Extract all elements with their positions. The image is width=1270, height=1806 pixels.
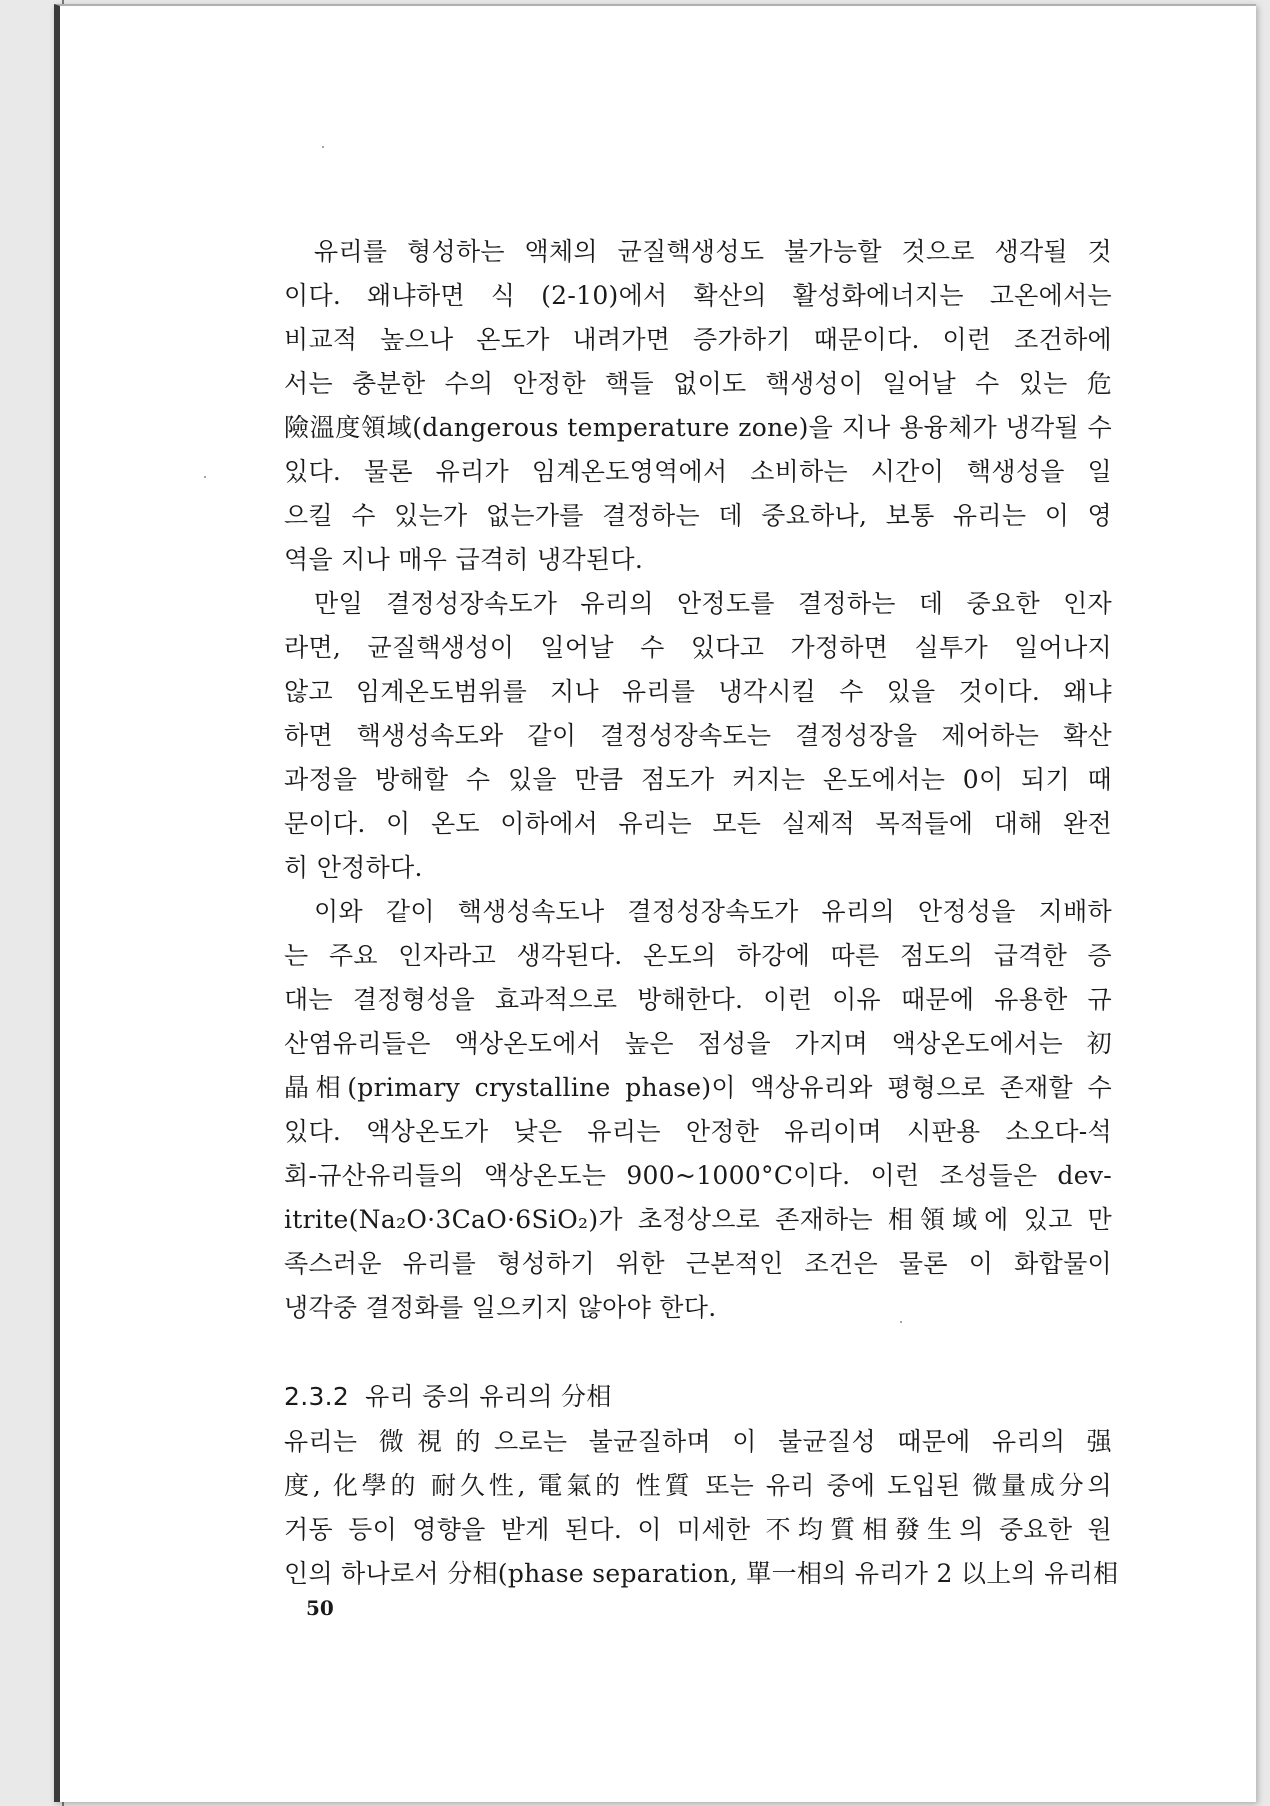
paragraph-4 xyxy=(284,1420,1119,1596)
text-line: 인의 하나로서 分相(phase separation, 單一相의 유리가 2 以上의 유리相 xyxy=(284,1559,1119,1588)
text-line: 유리를 형성하는 액체의 균질핵생성도 불가능할 것으로 생각될 것 xyxy=(314,237,1112,266)
text-line: 는 주요 인자라고 생각된다. 온도의 하강에 따른 점도의 급격한 증 xyxy=(284,941,1112,970)
section-heading xyxy=(284,1374,1112,1420)
text-line: 역을 지나 매우 급격히 냉각된다. xyxy=(284,545,644,574)
paragraph-2 xyxy=(284,582,1112,890)
text-line: 산염유리들은 액상온도에서 높은 점성을 가지며 액상온도에서는 初 xyxy=(284,1029,1112,1058)
text-line: 險溫度領域(dangerous temperature zone)을 지나 용융체가 냉각될 수 xyxy=(284,413,1112,442)
section-number: 2.3.2 xyxy=(284,1382,350,1411)
text-line: 문이다. 이 온도 이하에서 유리는 모든 실제적 목적들에 대해 완전 xyxy=(284,809,1112,838)
text-line: 있다. 물론 유리가 임계온도영역에서 소비하는 시간이 핵생성을 일 xyxy=(284,457,1112,486)
text-line: 이와 같이 핵생성속도나 결정성장속도가 유리의 안정성을 지배하 xyxy=(314,897,1112,926)
body-text xyxy=(284,230,1119,1596)
text-line: 대는 결정형성을 효과적으로 방해한다. 이런 이유 때문에 유용한 규 xyxy=(284,985,1112,1014)
scan-speck xyxy=(204,476,206,478)
text-line: 으킬 수 있는가 없는가를 결정하는 데 중요하나, 보통 유리는 이 영 xyxy=(284,501,1112,530)
text-line: 않고 임계온도범위를 지나 유리를 냉각시킬 수 있을 것이다. 왜냐 xyxy=(284,677,1112,706)
text-line: 라면, 균질핵생성이 일어날 수 있다고 가정하면 실투가 일어나지 xyxy=(284,633,1112,662)
paragraph-1 xyxy=(284,230,1112,582)
text-line: itrite(Na₂O·3CaO·6SiO₂)가 초정상으로 존재하는 相領域에 있고 만 xyxy=(284,1205,1112,1234)
text-line: 회-규산유리들의 액상온도는 900~1000°C이다. 이런 조성들은 dev- xyxy=(284,1161,1112,1190)
paragraph-3 xyxy=(284,890,1112,1330)
text-line: 만일 결정성장속도가 유리의 안정도를 결정하는 데 중요한 인자 xyxy=(314,589,1112,618)
text-line: 이다. 왜냐하면 식 (2-10)에서 확산의 활성화에너지는 고온에서는 xyxy=(284,281,1112,310)
text-line: 거동 등이 영향을 받게 된다. 이 미세한 不均質相發生의 중요한 원 xyxy=(284,1515,1112,1544)
scan-speck xyxy=(322,146,324,148)
text-line: 하면 핵생성속도와 같이 결정성장속도는 결정성장을 제어하는 확산 xyxy=(284,721,1112,750)
text-line: 비교적 높으나 온도가 내려가면 증가하기 때문이다. 이런 조건하에 xyxy=(284,325,1112,354)
section-title: 유리 중의 유리의 分相 xyxy=(365,1382,612,1411)
text-line: 과정을 방해할 수 있을 만큼 점도가 커지는 온도에서는 0이 되기 때 xyxy=(284,765,1112,794)
text-line: 유리는 微視的으로는 불균질하며 이 불균질성 때문에 유리의 强 xyxy=(284,1427,1112,1456)
page-number: 50 xyxy=(306,1596,334,1620)
text-line: 족스러운 유리를 형성하기 위한 근본적인 조건은 물론 이 화합물이 xyxy=(284,1249,1112,1278)
text-line: 度, 化學的 耐久性, 電氣的 性質 또는 유리 중에 도입된 微量成分의 xyxy=(284,1471,1112,1500)
text-line: 히 안정하다. xyxy=(284,853,423,882)
text-line: 냉각중 결정화를 일으키지 않아야 한다. xyxy=(284,1293,717,1322)
text-line: 있다. 액상온도가 낮은 유리는 안정한 유리이며 시판용 소오다-석 xyxy=(284,1117,1112,1146)
text-line: 서는 충분한 수의 안정한 핵들 없이도 핵생성이 일어날 수 있는 危 xyxy=(284,369,1112,398)
text-line: 晶相(primary crystalline phase)이 액상유리와 평형으로 존재할 수 xyxy=(284,1073,1112,1102)
